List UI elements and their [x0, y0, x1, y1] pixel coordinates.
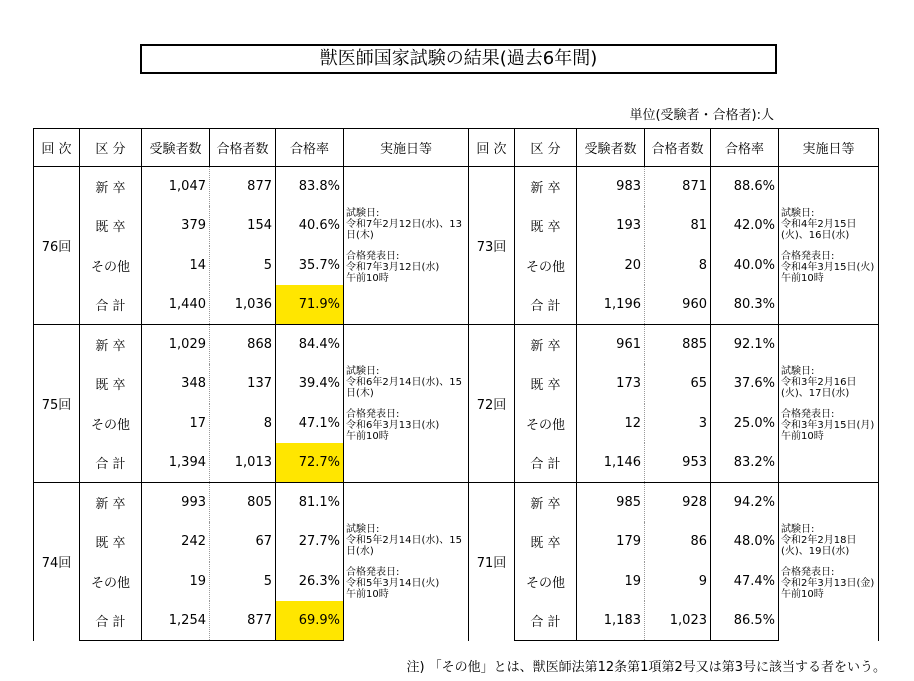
pass-rate: 80.3% [711, 285, 779, 325]
session-number: 73回 [469, 167, 515, 325]
gap [346, 557, 466, 567]
passers-count: 65 [645, 364, 711, 404]
header-kai: 回 次 [34, 129, 80, 167]
pass-rate: 48.0% [711, 522, 779, 562]
category-label: その他 [80, 404, 142, 444]
passers-count: 8 [210, 404, 276, 444]
examinees-count: 1,394 [142, 443, 210, 483]
schedule-cell [344, 325, 469, 483]
category-label: 既 卒 [515, 206, 577, 246]
session-number: 71回 [469, 483, 515, 641]
table-row [34, 325, 879, 365]
pass-rate: 94.2% [711, 483, 779, 523]
category-label: 既 卒 [515, 522, 577, 562]
header-passers: 合格者数 [210, 129, 276, 167]
announce-date: 令和4年3月15日(火) [781, 261, 875, 273]
category-label: その他 [515, 246, 577, 286]
pass-rate: 88.6% [711, 167, 779, 207]
announce-label: 合格発表日: [781, 566, 835, 578]
schedule-cell [779, 483, 879, 641]
examinees-count: 1,029 [142, 325, 210, 365]
gap [346, 399, 466, 409]
category-label: 新 卒 [80, 167, 142, 207]
examinees-count: 985 [577, 483, 645, 523]
gap [781, 557, 876, 567]
examinees-count: 379 [142, 206, 210, 246]
pass-rate: 47.1% [276, 404, 344, 444]
announce-label: 合格発表日: [781, 250, 835, 262]
announce-time: 午前10時 [781, 430, 824, 442]
announce-date: 令和7年3月12日(水) [346, 261, 440, 273]
footnote: 注) 「その他」とは、獣医師法第12条第1項第2号又は第3号に該当する者をいう。 [406, 660, 886, 675]
passers-count: 3 [645, 404, 711, 444]
passers-count: 805 [210, 483, 276, 523]
category-label: 合 計 [80, 443, 142, 483]
pass-rate: 25.0% [711, 404, 779, 444]
header-kai: 回 次 [469, 129, 515, 167]
pass-rate: 92.1% [711, 325, 779, 365]
pass-rate: 83.8% [276, 167, 344, 207]
exam-label: 試験日: [781, 207, 815, 219]
exam-date: 令和7年2月12日(水)、13日(木) [346, 218, 462, 241]
exam-date: 令和3年2月16日(火)、17日(水) [781, 376, 857, 399]
header-examinees: 受験者数 [142, 129, 210, 167]
exam-label: 試験日: [346, 365, 380, 377]
announce-label: 合格発表日: [346, 566, 400, 578]
announce-date: 令和3年3月15日(月) [781, 419, 875, 431]
schedule-cell [779, 325, 879, 483]
category-label: その他 [515, 404, 577, 444]
exam-label: 試験日: [346, 207, 380, 219]
examinees-count: 993 [142, 483, 210, 523]
exam-date: 令和5年2月14日(水)、15日(水) [346, 534, 462, 557]
header-dates: 実施日等 [779, 129, 879, 167]
exam-label: 試験日: [346, 523, 380, 535]
examinees-count: 1,196 [577, 285, 645, 325]
header-kubun: 区 分 [80, 129, 142, 167]
passers-count: 1,036 [210, 285, 276, 325]
category-label: その他 [80, 562, 142, 602]
passers-count: 868 [210, 325, 276, 365]
announce-time: 午前10時 [346, 430, 389, 442]
examinees-count: 1,254 [142, 601, 210, 641]
passers-count: 137 [210, 364, 276, 404]
exam-date: 令和4年2月15日(火)、16日(水) [781, 218, 857, 241]
category-label: その他 [515, 562, 577, 602]
gap [346, 241, 466, 251]
passers-count: 871 [645, 167, 711, 207]
announce-label: 合格発表日: [781, 408, 835, 420]
header-pass-rate: 合格率 [276, 129, 344, 167]
passers-count: 5 [210, 562, 276, 602]
category-label: 新 卒 [515, 325, 577, 365]
page-title: 獣医師国家試験の結果(過去6年間) [140, 44, 777, 74]
pass-rate-highlight: 71.9% [276, 285, 344, 325]
examinees-count: 12 [577, 404, 645, 444]
pass-rate: 86.5% [711, 601, 779, 641]
pass-rate: 39.4% [276, 364, 344, 404]
category-label: 既 卒 [515, 364, 577, 404]
exam-label: 試験日: [781, 365, 815, 377]
pass-rate: 83.2% [711, 443, 779, 483]
passers-count: 1,023 [645, 601, 711, 641]
pass-rate: 27.7% [276, 522, 344, 562]
session-number: 74回 [34, 483, 80, 641]
passers-count: 81 [645, 206, 711, 246]
examinees-count: 961 [577, 325, 645, 365]
examinees-count: 193 [577, 206, 645, 246]
examinees-count: 19 [577, 562, 645, 602]
passers-count: 928 [645, 483, 711, 523]
pass-rate: 26.3% [276, 562, 344, 602]
examinees-count: 14 [142, 246, 210, 286]
category-label: 合 計 [515, 443, 577, 483]
unit-note: 単位(受験者・合格者):人 [629, 108, 774, 123]
category-label: その他 [80, 246, 142, 286]
pass-rate: 42.0% [711, 206, 779, 246]
passers-count: 1,013 [210, 443, 276, 483]
session-number: 76回 [34, 167, 80, 325]
gap [781, 241, 876, 251]
passers-count: 86 [645, 522, 711, 562]
session-number: 75回 [34, 325, 80, 483]
examinees-count: 242 [142, 522, 210, 562]
pass-rate: 40.0% [711, 246, 779, 286]
examinees-count: 173 [577, 364, 645, 404]
examinees-count: 179 [577, 522, 645, 562]
category-label: 合 計 [80, 601, 142, 641]
schedule-cell [779, 167, 879, 325]
pass-rate: 84.4% [276, 325, 344, 365]
pass-rate: 40.6% [276, 206, 344, 246]
header-dates: 実施日等 [344, 129, 469, 167]
gap [781, 399, 876, 409]
category-label: 新 卒 [515, 167, 577, 207]
session-number: 72回 [469, 325, 515, 483]
exam-date: 令和6年2月14日(水)、15日(木) [346, 376, 462, 399]
announce-date: 令和5年3月14日(火) [346, 577, 440, 589]
category-label: 既 卒 [80, 522, 142, 562]
header-passers: 合格者数 [645, 129, 711, 167]
announce-time: 午前10時 [346, 272, 389, 284]
announce-label: 合格発表日: [346, 408, 400, 420]
announce-time: 午前10時 [781, 588, 824, 600]
passers-count: 877 [210, 167, 276, 207]
examinees-count: 348 [142, 364, 210, 404]
passers-count: 8 [645, 246, 711, 286]
schedule-cell [344, 483, 469, 641]
passers-count: 960 [645, 285, 711, 325]
header-pass-rate: 合格率 [711, 129, 779, 167]
header-row [34, 129, 879, 167]
announce-time: 午前10時 [781, 272, 824, 284]
exam-label: 試験日: [781, 523, 815, 535]
exam-date: 令和2年2月18日(火)、19日(水) [781, 534, 857, 557]
category-label: 合 計 [515, 601, 577, 641]
table-row [34, 483, 879, 523]
passers-count: 67 [210, 522, 276, 562]
examinees-count: 1,146 [577, 443, 645, 483]
category-label: 既 卒 [80, 206, 142, 246]
table-row [34, 167, 879, 207]
header-kubun: 区 分 [515, 129, 577, 167]
examinees-count: 17 [142, 404, 210, 444]
examinees-count: 1,047 [142, 167, 210, 207]
category-label: 合 計 [80, 285, 142, 325]
pass-rate-highlight: 72.7% [276, 443, 344, 483]
header-examinees: 受験者数 [577, 129, 645, 167]
passers-count: 877 [210, 601, 276, 641]
category-label: 新 卒 [80, 325, 142, 365]
category-label: 新 卒 [515, 483, 577, 523]
passers-count: 885 [645, 325, 711, 365]
examinees-count: 1,183 [577, 601, 645, 641]
category-label: 既 卒 [80, 364, 142, 404]
pass-rate: 35.7% [276, 246, 344, 286]
passers-count: 953 [645, 443, 711, 483]
examinees-count: 20 [577, 246, 645, 286]
announce-label: 合格発表日: [346, 250, 400, 262]
pass-rate: 81.1% [276, 483, 344, 523]
results-table [33, 128, 879, 641]
passers-count: 9 [645, 562, 711, 602]
category-label: 合 計 [515, 285, 577, 325]
schedule-cell [344, 167, 469, 325]
announce-date: 令和2年3月13日(金) [781, 577, 875, 589]
pass-rate: 37.6% [711, 364, 779, 404]
passers-count: 154 [210, 206, 276, 246]
announce-date: 令和6年3月13日(水) [346, 419, 440, 431]
announce-time: 午前10時 [346, 588, 389, 600]
pass-rate: 47.4% [711, 562, 779, 602]
passers-count: 5 [210, 246, 276, 286]
examinees-count: 1,440 [142, 285, 210, 325]
category-label: 新 卒 [80, 483, 142, 523]
pass-rate-highlight: 69.9% [276, 601, 344, 641]
examinees-count: 983 [577, 167, 645, 207]
examinees-count: 19 [142, 562, 210, 602]
